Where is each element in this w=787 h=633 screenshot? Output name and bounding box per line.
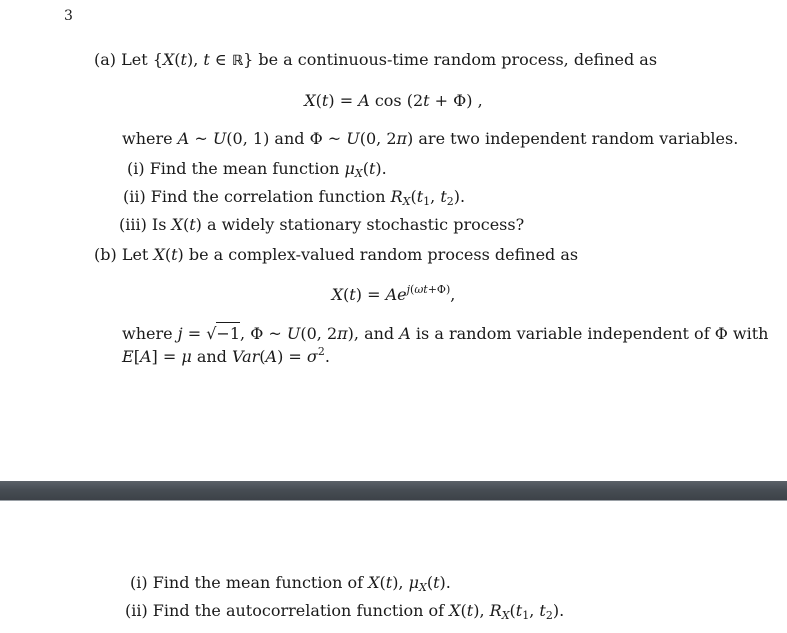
item-number: (iii) — [119, 215, 147, 234]
part-b-intro: (b) Let X(t) be a complex-valued random process defined as — [94, 245, 579, 264]
part-b-item-1: (i) Find the mean function of X(t), $\mu_X(t)$. — [130, 573, 451, 594]
part-b-item-2: (ii) Find the autocorrelation function of X(t), $R_X(t_1$, $t_2$). — [125, 601, 565, 622]
page-number: 3 — [64, 8, 73, 24]
part-a-item-1: (i) Find the mean function $\mu_X(t)$. — [127, 159, 387, 180]
part-a-intro: (a) Let {X(t), t ∈ ℝ} be a continuous-time random process, defined as — [94, 50, 658, 69]
page-divider-edge — [0, 500, 787, 501]
part-a-item-3: (iii) Is X(t) a widely stationary stochastic process? — [119, 215, 525, 234]
item-number: (ii) — [125, 601, 148, 620]
item-number: (ii) — [123, 187, 146, 206]
item-number: (i) — [130, 573, 148, 592]
item-number: (i) — [127, 159, 145, 178]
part-b-equation: $X(t) = Ae^{j(\omega t+\Phi)}$, — [331, 283, 456, 304]
part-b-where-line-1: where j = √−1, Φ ~ U(0, 2π), and A is a random variable independent of Φ with — [122, 324, 769, 343]
part-a-label: (a) — [94, 50, 117, 69]
part-a-where: where A ~ U(0, 1) and Φ ~ U(0, 2π) are two independent random variables. — [122, 129, 739, 148]
part-b-where-line-2: E[A] = μ and $Var(A) = \sigma^2$. — [122, 345, 330, 366]
part-a-equation: X(t) = A cos (2t + Φ) , — [304, 91, 483, 110]
part-a-item-2: (ii) Find the correlation function $R_X(t_1$, $t_2$). — [123, 187, 466, 208]
part-b-label: (b) — [94, 245, 117, 264]
page-divider — [0, 481, 787, 500]
